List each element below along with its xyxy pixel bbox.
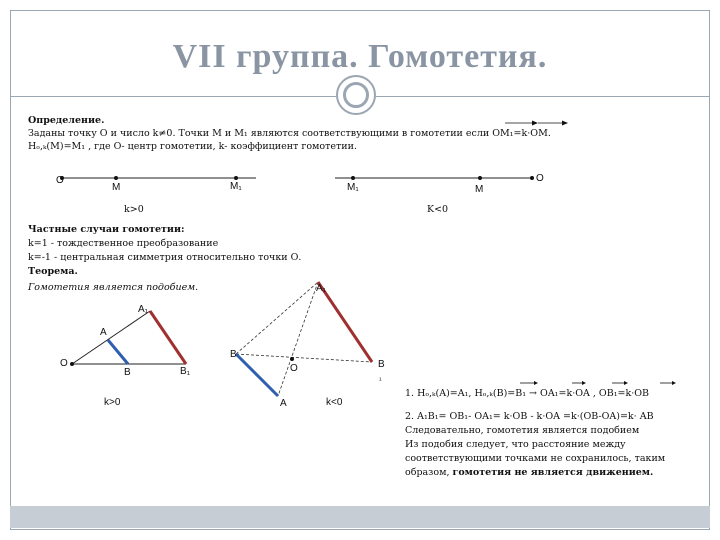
segment-a1b1	[150, 311, 186, 364]
arrowhead-icon	[562, 121, 568, 126]
label-o: O	[60, 358, 68, 369]
proof-line-2: 2. A₁B₁= OB₁- OA₁= k·OB - k·OA =k·(OB-OA)=k· AB	[405, 411, 654, 422]
proof-line-3: Следовательно, гомотетия является подобием	[405, 425, 640, 436]
label-a: A	[280, 398, 287, 409]
proof-line-6-prefix: образом,	[405, 467, 453, 478]
point-m1	[351, 176, 355, 180]
arrowhead-icon	[532, 121, 538, 126]
arrowhead-icon	[534, 381, 538, 385]
caption-k-positive: k>0	[124, 204, 144, 215]
proof-line-4: Из подобия следует, что расстояние между	[405, 439, 626, 450]
caption-k-negative: K<0	[427, 204, 449, 215]
proof-line-6	[405, 466, 653, 479]
proof-line-1: 1. Hₒ,ₖ(A)=A₁, Hₒ,ₖ(B)=B₁ → OA₁=k·OA , OB₁=k·OB	[405, 388, 650, 399]
label-m1: M₁	[347, 182, 359, 193]
special-case-1: k=1 - тождественное преобразование	[28, 238, 219, 249]
label-m1: M₁	[230, 181, 242, 192]
point-o	[290, 357, 294, 361]
special-case-2: k=-1 - центральная симметрия относительно точки О.	[28, 252, 302, 263]
footer-bar	[10, 506, 710, 528]
segment-ba	[236, 354, 278, 396]
label-a1: A₁	[138, 304, 149, 315]
definition-line-2: Hₒ,ₖ(М)=М₁ , где О- центр гомотетии, k- коэффициент гомотетии.	[28, 141, 357, 152]
slide-title: VII группа. Гомотетия.	[172, 38, 548, 75]
label-a: A	[100, 327, 107, 338]
point-o	[70, 362, 74, 366]
proof-conclusion: гомотетия не является движением.	[452, 467, 654, 478]
label-b: B	[230, 349, 237, 360]
point-m	[114, 176, 118, 180]
theorem-heading: Теорема.	[28, 266, 78, 277]
ray-oa	[72, 311, 150, 364]
definition-line-1: Заданы точку О и число k≠0. Точки М и М₁ являются соответствующими в гомотетии если ОМ₁=k·ОМ.	[28, 128, 551, 139]
label-b1: B₁	[180, 366, 191, 377]
point-m	[478, 176, 482, 180]
arrowhead-icon	[624, 381, 628, 385]
special-cases-heading: Частные случаи гомотетии:	[28, 224, 185, 235]
label-o: O	[536, 173, 544, 184]
label-a1: A₁	[316, 283, 327, 294]
label-b1-subscript: ₁	[379, 373, 382, 382]
definition-heading: Определение.	[28, 115, 105, 126]
dashed-ray-b-a1	[236, 282, 318, 354]
label-b1: B	[378, 359, 385, 370]
theorem-text: Гомотетия является подобием.	[28, 282, 199, 293]
label-m: M	[112, 182, 121, 193]
segment-ab	[108, 340, 128, 364]
label-m: M	[475, 184, 484, 195]
proof-line-5: соответствующими точками не сохранилось, таким	[405, 453, 666, 464]
segment-a1b1	[318, 282, 372, 362]
arrowhead-icon	[672, 381, 676, 385]
arrowhead-icon	[582, 381, 586, 385]
caption-fig-k-negative: k<0	[326, 397, 343, 408]
label-o: O	[56, 175, 64, 186]
label-o: O	[290, 363, 298, 374]
dashed-line-b-b1	[236, 354, 372, 362]
caption-fig-k-positive: k>0	[104, 397, 121, 408]
point-o	[530, 176, 534, 180]
label-b: B	[124, 367, 131, 378]
